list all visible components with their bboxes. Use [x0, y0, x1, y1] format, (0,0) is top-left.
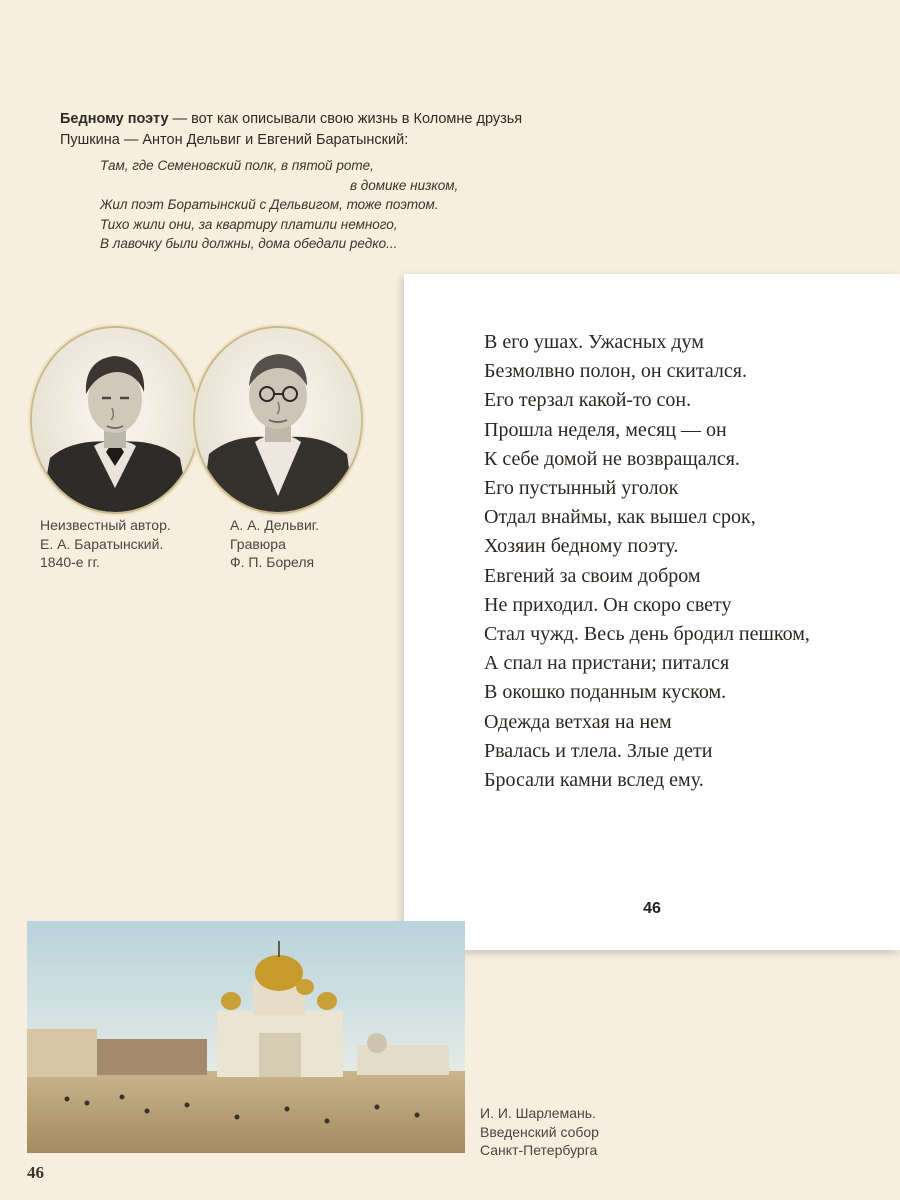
- verse-line: Бросали камни вслед ему.: [484, 769, 704, 792]
- quote-line: Тихо жили они, за квартиру платили немного,: [100, 216, 398, 232]
- portrait-baratynsky-image: [32, 328, 198, 512]
- caption-line: Неизвестный автор.: [40, 517, 171, 533]
- verse-block: [484, 328, 810, 795]
- quoted-poem: [100, 156, 500, 254]
- verse-line: Одежда ветхая на нем: [484, 710, 672, 733]
- verse-line: Евгений за своим добром: [484, 564, 701, 587]
- quote-line: В лавочку были должны, дома обедали редко...: [100, 236, 398, 251]
- verse-line: Отдал внаймы, как вышел срок,: [484, 506, 756, 529]
- quote-line: в домике низком,: [350, 177, 459, 193]
- intro-lead: Бедному поэту: [60, 111, 169, 127]
- verse-line: Не приходил. Он скоро свету: [484, 593, 732, 616]
- quote-line: Жил поэт Боратынский с Дельвигом, тоже поэтом.: [100, 197, 439, 212]
- verse-line: Безмолвно полон, он скитался.: [484, 360, 747, 383]
- quote-line: Там, где Семеновский полк, в пятой роте,: [100, 158, 374, 173]
- verse-line: В окошко поданным куском.: [484, 681, 727, 704]
- intro-paragraph: [60, 109, 540, 151]
- verse-line: Его пустынный уголок: [484, 477, 679, 500]
- verse-line: Рвалась и тлела. Злые дети: [484, 739, 713, 762]
- portrait-delvig: [195, 328, 361, 512]
- verse-line: Прошла неделя, месяц — он: [484, 418, 727, 441]
- verse-line: А спал на пристани; питался: [484, 652, 730, 675]
- caption-line: Гравюра: [230, 535, 286, 552]
- verse-line: К себе домой не возвращался.: [484, 447, 740, 470]
- caption-delvig: [230, 516, 319, 572]
- inset-page-number: 46: [643, 900, 661, 917]
- caption-line: Е. А. Баратынский.: [40, 535, 164, 552]
- caption-line: А. А. Дельвиг.: [230, 517, 320, 533]
- intro-text: — вот как описывали свою жизнь в Коломне друзья Пушкина — Антон Дельвиг и Евгений Баратынский:: [60, 111, 523, 148]
- page-number: 46: [27, 1163, 44, 1182]
- caption-line: 1840-е гг.: [40, 554, 100, 570]
- caption-line: Введенский собор: [480, 1123, 599, 1140]
- caption-line: И. И. Шарлемань.: [480, 1105, 596, 1121]
- portrait-delvig-image: [195, 328, 361, 512]
- cathedral-painting: [27, 921, 465, 1153]
- caption-line: Санкт-Петербурга: [480, 1142, 598, 1158]
- caption-painting: [480, 1104, 599, 1160]
- cathedral-painting-image: [27, 921, 465, 1153]
- verse-line: Его терзал какой-то сон.: [484, 389, 692, 412]
- inset-page: [404, 274, 900, 950]
- verse-line: Стал чужд. Весь день бродил пешком,: [484, 623, 810, 646]
- caption-line: Ф. П. Бореля: [230, 554, 315, 570]
- verse-line: Хозяин бедному поэту.: [484, 535, 679, 558]
- verse-line: В его ушах. Ужасных дум: [484, 331, 704, 353]
- caption-baratynsky: [40, 516, 171, 572]
- portrait-baratynsky: [32, 328, 198, 512]
